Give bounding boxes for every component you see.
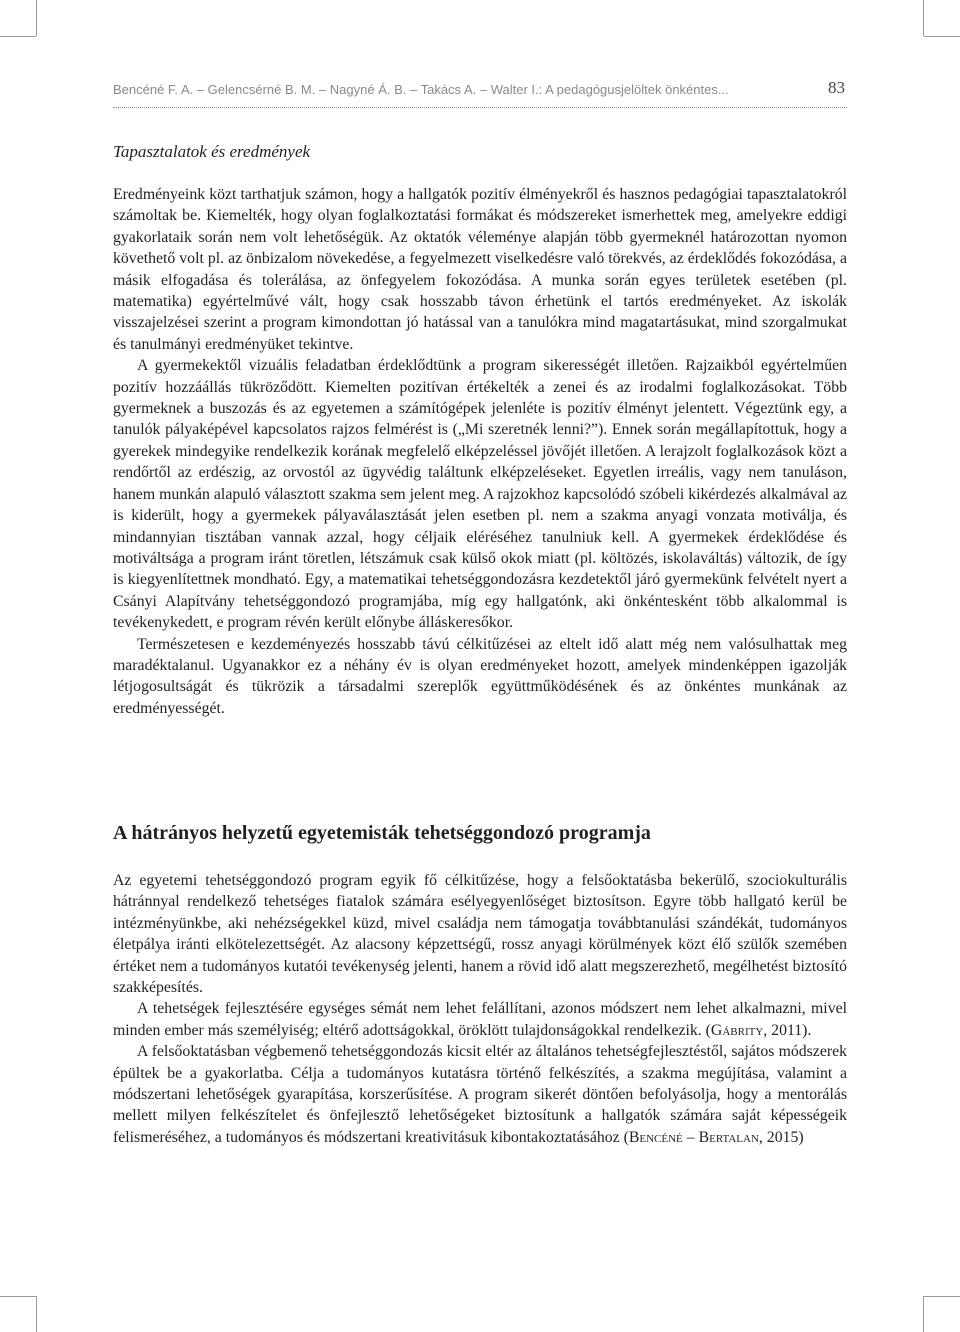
section-title-results: Tapasztalatok és eredmények [113, 142, 311, 161]
running-head [113, 77, 847, 108]
crop-mark-bottom-left-h [0, 1296, 36, 1297]
paragraph-text: A tehetségek fejlesztésére egységes sémát nem lehet felállítani, azonos módszert nem lehet alkalmazni, mivel minden ember más személyiség; eltérő adottságokkal, öröklött tulajdonságokkal rendelkezik. ( [113, 1000, 847, 1039]
paragraph [113, 998, 847, 1041]
section-talent-body [113, 870, 847, 1148]
citation-year: , 2015) [758, 1128, 804, 1146]
section-results-body [113, 184, 847, 719]
crop-mark-bottom-right [923, 1296, 924, 1332]
section-title-talent-program: A hátrányos helyzetű egyetemisták tehetséggondozó programja [113, 822, 651, 844]
crop-mark-top-right-h [924, 36, 960, 37]
citation-year: , 2011). [763, 1021, 812, 1039]
page-number: 83 [828, 78, 845, 97]
citation-author: Bencéné – Bertalan [628, 1128, 759, 1146]
crop-mark-top-left [36, 0, 37, 36]
paragraph: Az egyetemi tehetséggondozó program egyik fő célkitűzése, hogy a felsőoktatásba bekerülő, szociokulturális hátránnyal rendelkező tehetséges fiatalok számára esélyegyenlőséget biztosítson. Egyre több hallgató kerül be intézményünkbe, aki nehézségekkel küzd, mivel családja nem támogatja továbbtanulási szándékát, tudományos életpálya iránti elkötelezettségét. Az alacsony képzettségű, rossz anyagi körülmények közt élő szülők szemében értéket nem a tudományos kutatói tevékenység jelenti, hanem a rövid idő alatt megszerezhető, megélhetést biztosító szakképesítés. [113, 872, 847, 997]
crop-mark-bottom-right-h [924, 1296, 960, 1297]
crop-mark-top-left-h [0, 36, 36, 37]
paragraph: Eredményeink közt tarthatjuk számon, hogy a hallgatók pozitív élményekről és hasznos pedagógiai tapasztalatokról számoltak be. Kiemelték, hogy olyan foglalkoztatási formákat és módszereket ismerhettek meg, amelyekre eddigi gyakorlataik során nem volt lehetőségük. Az oktatók véleménye alapján több gyermeknél határozottan nyomon követhető volt pl. az önbizalom növekedése, a fegyelmezett viselkedésre való törekvés, az érdeklődés fokozódása, a másik elfogadása és tolerálása, az önfegyelem fokozódása. A munka során egyes területek esetében (pl. matematika) egyértelművé vált, hogy csak hosszabb távon érhetünk el tartós eredményeket. Az iskolák visszajelzései szerint a program kimondottan jó hatással van a tanulókra mind magatartásukat, mind szorgalmukat és tanulmányi eredményüket tekintve. [113, 186, 847, 353]
paragraph [113, 1041, 847, 1148]
crop-mark-bottom-left [36, 1296, 37, 1332]
paragraph: Természetesen e kezdeményezés hosszabb távú célkitűzései az eltelt idő alatt még nem valósulhattak meg maradéktalanul. Ugyanakkor ez a néhány év is olyan eredményeket hozott, amelyek mindenképpen igazolják létjogosultságát és tükrözik a társadalmi szereplők együttműködésének és az önkéntes munkának az eredményességét. [113, 635, 847, 717]
running-head-authors: Bencéné F. A. – Gelencsérné B. M. – Nagyné Á. B. – Takács A. – Walter I.: A pedagógusjelöltek önkéntes... [113, 82, 729, 97]
paragraph-text: A felsőoktatásban végbemenő tehetséggondozás kicsit eltér az általános tehetségfejlesztéstől, sajátos módszerek épültek be a gyakorlatba. Célja a tudományos kutatásra történő felkészítés, a szakma megújítása, valamint a módszertani lehetőségek gyarapítása, korszerűsítése. A program sikerét döntően befolyásolja, hogy a mentorálás mellett milyen felkészítelet és önfejlesztő lehetőségeket biztosítunk a hallgatók számára saját képességeik felismeréséhez, a tudományos és módszertani kreativitásuk kibontakoztatásához ( [113, 1043, 847, 1146]
paragraph: A gyermekektől vizuális feladatban érdeklődtünk a program sikerességét illetően. Rajzaikból egyértelműen pozitív hozzáállás tükröződött. Kiemelten pozitívan értékelték a zenei és az irodalmi foglalkozásokat. Több gyermeknek a buszozás és az egyetemen a számítógépek jelenléte is pozitív élményt jelentett. Végeztünk egy, a tanulók pályaképével kapcsolatos rajzos felmérést is („Mi szeretnék lenni?”). Ennek során megállapítottuk, hogy a gyerekek mindegyike rendelkezik korának megfelelő elképzeléssel jövőjét illetően. A lerajzolt foglalkozások közt a rendőrtől az erdészig, az orvostól az ügyvédig találtunk elképzeléseket. Egyetlen irreális, vagy nem tanuláson, hanem munkán alapuló választott szakma sem jelent meg. A rajzokhoz kapcsolódó szóbeli kikérdezés alkalmával az is kiderült, hogy a gyermekek pályaválasztását jelen esetben pl. nem a szakma anyagi vonzata motiválja, és mindannyian tisztában vannak azzal, hogy céljaik eléréséhez tanulniuk kell. A gyermekek érdeklődése és motiváltsága a program iránt töretlen, létszámuk csak külső okok miatt (pl. költözés, iskolaváltás) változik, de így is kiegyenlítettnek mondható. Egy, a matematikai tehetséggondozásra kezdetektől járó gyermekünk felvételt nyert a Csányi Alapítvány tehetséggondozó programjába, míg egy hallgatónk, aki önkéntesként több alkalommal is tevékenykedett, e program révén került előnybe álláskeresőkor. [113, 357, 847, 632]
crop-mark-top-right [923, 0, 924, 36]
citation-author: Gábrity [710, 1021, 764, 1039]
